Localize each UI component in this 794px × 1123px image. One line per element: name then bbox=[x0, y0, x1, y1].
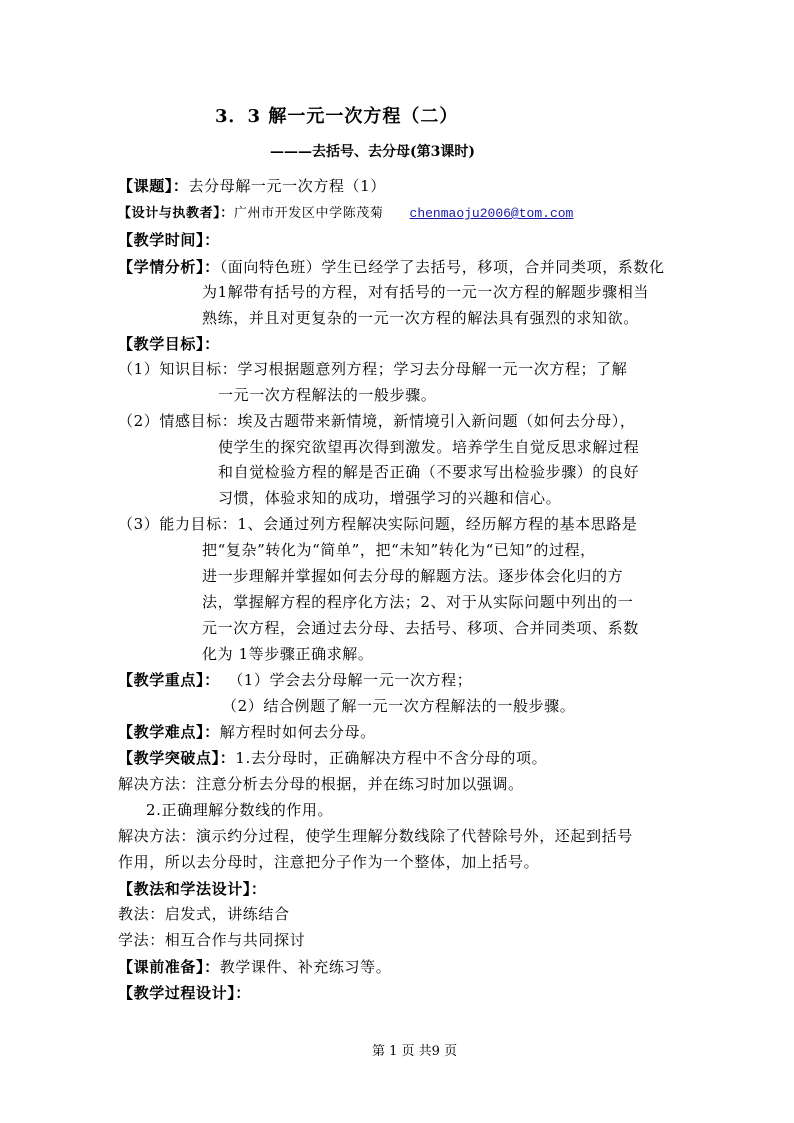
process-label: 【教学过程设计】： bbox=[118, 984, 251, 1002]
solution-line: 解决方法：演示约分过程，使学生理解分数线除了代替除号外，还起到括号 bbox=[118, 827, 633, 845]
learning-analysis-label: 【学情分析】： bbox=[118, 258, 220, 276]
ability-objective-line: （3）能力目标：1、会通过列方程解决实际问题，经历解方程的基本思路是 bbox=[118, 515, 638, 533]
ability-objective-line: 法，掌握解方程的程序化方法；2、对于从实际问题中列出的一 bbox=[202, 593, 634, 611]
learning-analysis-line: 熟练，并且对更复杂的一元一次方程的解法具有强烈的求知欲。 bbox=[202, 309, 639, 327]
breakthrough-text: 1.去分母时，正确解决方程中不含分母的项。 bbox=[235, 749, 548, 767]
difficulty-line bbox=[118, 722, 376, 742]
learning-method-line: 学法：相互合作与共同探讨 bbox=[118, 931, 306, 949]
teaching-time-label: 【教学时间】： bbox=[118, 231, 220, 249]
ability-objective-line: 进一步理解并掌握如何去分母的解题方法。逐步体会化归的方 bbox=[202, 567, 624, 585]
key-point-text: （1）学会去分母解一元一次方程； bbox=[235, 671, 473, 689]
preparation-text: 教学课件、补充练习等。 bbox=[219, 958, 392, 976]
knowledge-objective-line: （1）知识目标：学习根据题意列方程；学习去分母解一元一次方程；了解 bbox=[118, 360, 628, 378]
preparation-label: 【课前准备】： bbox=[118, 958, 220, 976]
teaching-method-line: 教法：启发式，讲练结合 bbox=[118, 905, 290, 923]
topic-label: 【课题】： bbox=[118, 177, 189, 195]
learning-analysis-line: 为1解带有括号的方程，对有括号的一元一次方程的解题步骤相当 bbox=[202, 283, 649, 301]
objectives-line bbox=[118, 334, 220, 354]
methods-line bbox=[118, 879, 267, 899]
difficulty-label: 【教学难点】： bbox=[118, 723, 220, 741]
preparation-line bbox=[118, 957, 391, 977]
process-line bbox=[118, 983, 251, 1003]
emotion-objective-line: 和自觉检验方程的解是否正确（不要求写出检验步骤）的良好 bbox=[218, 463, 640, 481]
author-email-link[interactable]: chenmaoju2006@tom.com bbox=[409, 206, 574, 221]
key-points-label: 【教学重点】： bbox=[118, 671, 220, 689]
author-label: 【设计与执教者】： bbox=[118, 206, 234, 221]
key-point-line: （2）结合例题了解一元一次方程解法的一般步骤。 bbox=[222, 697, 576, 715]
breakthrough-line bbox=[118, 748, 547, 768]
knowledge-objective-line: 一元一次方程解法的一般步骤。 bbox=[218, 386, 437, 404]
learning-analysis-line bbox=[118, 257, 665, 277]
key-points-line bbox=[118, 670, 472, 690]
solution-line: 作用，所以去分母时，注意把分子作为一个整体，加上括号。 bbox=[118, 853, 540, 871]
breakthrough-label: 【教学突破点】： bbox=[118, 749, 236, 767]
author-line bbox=[118, 204, 573, 224]
objectives-label: 【教学目标】： bbox=[118, 335, 220, 353]
author-text: 广州市开发区中学陈茂菊 bbox=[233, 206, 384, 221]
emotion-objective-line: 使学生的探究欲望再次得到激发。培养学生自觉反思求解过程 bbox=[218, 438, 640, 456]
ability-objective-line: 化为 1等步骤正确求解。 bbox=[202, 645, 374, 663]
ability-objective-line: 把“复杂”转化为“简单”，把“未知”转化为“已知”的过程， bbox=[202, 541, 596, 559]
emotion-objective-line: （2）情感目标：埃及古题带来新情境，新情境引入新问题（如何去分母）， bbox=[118, 412, 636, 430]
document-subtitle: ———去括号、去分母(第3课时) bbox=[270, 144, 475, 160]
topic-line bbox=[118, 176, 386, 196]
methods-label: 【教法和学法设计】： bbox=[118, 880, 267, 898]
difficulty-text: 解方程时如何去分母。 bbox=[219, 723, 376, 741]
learning-analysis-text: （面向特色班）学生已经学了去括号，移项，合并同类项，系数化 bbox=[219, 258, 665, 276]
emotion-objective-line: 习惯，体验求知的成功，增强学习的兴趣和信心。 bbox=[218, 489, 562, 507]
ability-objective-line: 元一次方程，会通过去分母、去括号、移项、合并同类项、系数 bbox=[202, 619, 639, 637]
solution-line: 解决方法：注意分析去分母的根据，并在练习时加以强调。 bbox=[118, 775, 524, 793]
document-title: 3．3 解一元一次方程（二） bbox=[215, 106, 459, 127]
topic-text: 去分母解一元一次方程（1） bbox=[188, 177, 386, 195]
page-footer: 第 1 页 共9 页 bbox=[372, 1044, 458, 1059]
breakthrough-point-line: 2.正确理解分数线的作用。 bbox=[146, 801, 334, 819]
teaching-time-line bbox=[118, 230, 220, 250]
